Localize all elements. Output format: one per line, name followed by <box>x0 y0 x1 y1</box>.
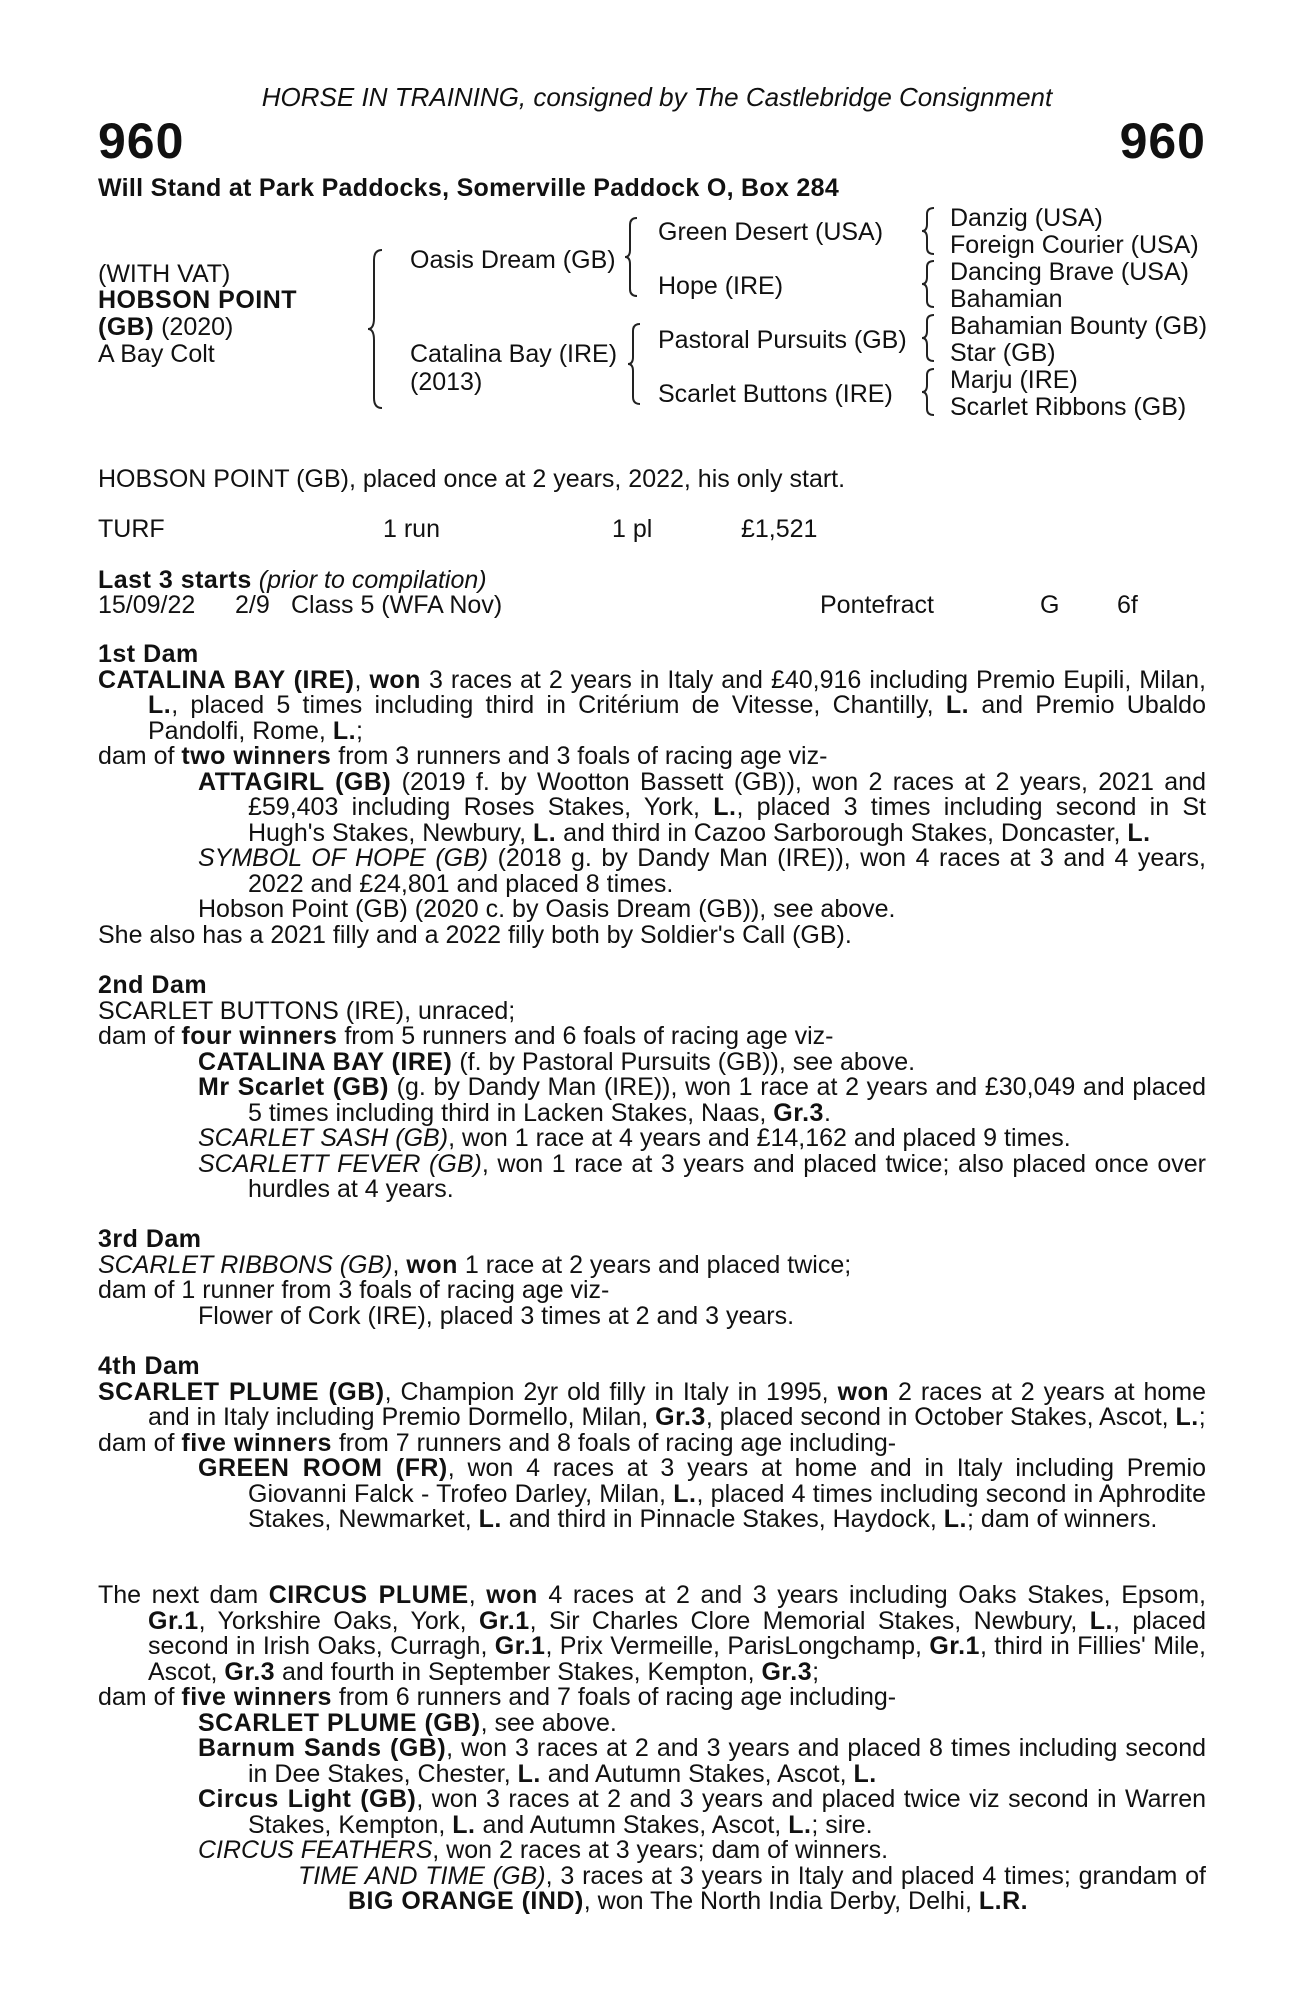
fourth-dam-produce-summary <box>98 1428 1206 1457</box>
next-dam-entry <box>98 1583 1206 1685</box>
first-dam-entry: CATALINA BAY (IRE), won 3 races at 2 years in Italy and £40,916 including Premio Eupili, Milan, L., placed 5 times including third in Critérium de Vitesse, Chantilly, L. and Premio Ubaldo Pandolfi, Rome, L.; <box>98 665 1206 745</box>
fourth-dam-entry <box>98 1377 1206 1431</box>
produce-entry <box>98 1787 1206 1838</box>
next-dam-text: 4 races at 2 and 3 years including Oaks Stakes, Epsom, <box>537 1581 1206 1609</box>
pedigree-g3-7: Marju (IRE) <box>950 366 1078 394</box>
horse-name: HOBSON POINT <box>98 286 298 314</box>
winners-count: five winners <box>181 1683 332 1711</box>
produce-text: , won The North India Derby, Delhi, <box>583 1887 979 1915</box>
produce-entry <box>98 767 1206 847</box>
pedigree-sire: Oasis Dream (GB) <box>410 246 616 274</box>
first-dam-text: , placed 5 times including third in Critérium de Vitesse, Chantilly, <box>171 691 946 719</box>
dam-of-text: from 7 runners and 8 foals of racing age including- <box>331 1428 897 1457</box>
pedigree-g3-8: Scarlet Ribbons (GB) <box>950 393 1187 421</box>
group-label: Gr.1 <box>148 1606 199 1635</box>
horse-origin <box>98 313 233 341</box>
first-dam-text: 3 races at 2 years in Italy and £40,916 including Premio Eupili, Milan, <box>420 665 1206 694</box>
listed-label: L. <box>452 1810 476 1839</box>
produce-entry <box>98 1861 1207 1915</box>
first-dam-text: and Premio Ubaldo Pandolfi, Rome, <box>148 691 1206 745</box>
next-dam-text: , placed second in Irish Oaks, Curragh, <box>148 1606 1206 1660</box>
horse-country: (GB) <box>98 313 155 341</box>
produce-text: ; dam of winners. <box>967 1505 1158 1533</box>
dam-of-text: from 5 runners and 6 foals of racing age viz- <box>337 1022 834 1050</box>
pedigree-g3-4: Bahamian <box>950 285 1063 313</box>
record-placed: 1 pl <box>612 515 653 543</box>
start-race: Class 5 (WFA Nov) <box>291 591 503 619</box>
won-label: won <box>837 1377 890 1406</box>
start-course: Pontefract <box>820 591 934 619</box>
next-dam-produce-summary <box>98 1685 1206 1711</box>
produce-text: , placed 4 times including second in Aphrodite Stakes, Newmarket, <box>248 1479 1207 1533</box>
produce-text: (g. by Dandy Man (IRE)), won 1 race at 2 years and £30,049 and placed 5 times including third in Lacken Stakes, Naas, <box>248 1073 1206 1127</box>
produce-name: SCARLETT FEVER (GB) <box>198 1149 482 1178</box>
produce-text: and third in Cazoo Sarborough Stakes, Doncaster, <box>556 818 1128 847</box>
listed-label: L. <box>1089 1606 1113 1635</box>
fourth-dam-text: , Champion 2yr old filly in Italy in 1995, <box>384 1377 838 1406</box>
dam-of-text: dam of <box>98 1022 182 1050</box>
pedigree-g3-6: Star (GB) <box>950 339 1056 367</box>
second-dam-produce-summary <box>98 1024 1206 1050</box>
listed-label: L. <box>517 1759 541 1788</box>
punctuation: ; <box>1198 1403 1206 1431</box>
group-label: Gr.1 <box>494 1632 546 1660</box>
produce-name: SCARLET SASH (GB) <box>198 1124 449 1152</box>
second-dam-heading: 2nd Dam <box>98 971 208 999</box>
next-dam-text: , Sir Charles Clore Memorial Stakes, Newbury, <box>529 1606 1090 1635</box>
produce-entry: Hobson Point (GB) (2020 c. by Oasis Dream (GB)), see above. <box>198 895 896 923</box>
group-label: Gr.3 <box>224 1657 276 1686</box>
produce-text: ; sire. <box>811 1810 873 1839</box>
produce-name: GREEN ROOM (FR) <box>198 1454 448 1482</box>
horse-year: (2020) <box>161 313 234 341</box>
pedigree-brace-g3-4 <box>922 367 938 417</box>
third-dam-name: SCARLET RIBBONS (GB) <box>98 1250 393 1279</box>
pedigree-brace-g3-3 <box>922 313 938 363</box>
fourth-dam-heading: 4th Dam <box>98 1352 201 1380</box>
next-dam-name: CIRCUS PLUME <box>268 1581 469 1609</box>
produce-entry <box>98 1736 1206 1787</box>
dam-of-text: dam of <box>98 1428 182 1457</box>
pedigree-dam-dam: Scarlet Buttons (IRE) <box>658 380 893 408</box>
winners-count: five winners <box>181 1428 332 1457</box>
fourth-dam-text: 2 races at 2 years at home and in Italy including Premio Dormello, Milan, <box>148 1377 1206 1431</box>
produce-entry <box>98 846 1206 897</box>
record-surface: TURF <box>98 515 165 543</box>
vat-note: (WITH VAT) <box>98 260 231 288</box>
second-dam-name: SCARLET BUTTONS (IRE), unraced; <box>98 996 516 1025</box>
produce-text: and Autumn Stakes, Ascot, <box>540 1759 854 1788</box>
last-starts-title: Last 3 starts <box>98 566 252 594</box>
stand-location: Will Stand at Park Paddocks, Somerville Paddock O, Box 284 <box>98 174 840 202</box>
horse-description: A Bay Colt <box>98 340 215 368</box>
start-distance: 6f <box>1117 591 1138 619</box>
next-dam-text: , Yorkshire Oaks, York, <box>198 1606 479 1635</box>
produce-text: , placed 3 times including second in St Hugh's Stakes, Newbury, <box>248 793 1206 847</box>
produce-text: , won 1 race at 4 years and £14,162 and placed 9 times. <box>448 1124 1071 1152</box>
start-date: 15/09/22 <box>98 591 196 619</box>
fourth-dam-text: , placed second in October Stakes, Ascot, <box>705 1403 1176 1431</box>
third-dam-produce-summary: dam of 1 runner from 3 foals of racing age viz- <box>98 1276 610 1304</box>
punctuation: , <box>392 1250 400 1279</box>
produce-entry <box>98 1149 1207 1203</box>
punctuation: . <box>823 1098 831 1127</box>
produce-entry <box>98 1126 1206 1152</box>
produce-text: , won 3 races at 2 and 3 years and placed 8 times including second in Dee Stakes, Chester, <box>248 1734 1206 1788</box>
listed-label: L. <box>1127 818 1151 847</box>
dam-of-text: dam of <box>98 742 182 770</box>
lot-number-right: 960 <box>1119 113 1206 169</box>
produce-text: and Autumn Stakes, Ascot, <box>475 1810 789 1839</box>
next-dam-text: and fourth in September Stakes, Kempton, <box>275 1657 762 1686</box>
produce-name: ATTAGIRL (GB) <box>198 767 392 796</box>
produce-text: , won 4 races at 3 years at home and in Italy including Premio Giovanni Falck - Trofeo Darley, Milan, <box>248 1454 1206 1508</box>
pedigree-dam-year: (2013) <box>410 368 483 396</box>
pedigree-sire-dam: Hope (IRE) <box>658 272 784 300</box>
group-label: Gr.3 <box>655 1403 706 1431</box>
third-dam-text: 1 race at 2 years and placed twice; <box>457 1250 852 1279</box>
next-dam-text: , Prix Vermeille, ParisLongchamp, <box>545 1632 930 1660</box>
pedigree-brace-g3-1 <box>922 206 938 256</box>
fourth-dam-section <box>98 1354 1206 1533</box>
listed-label: L. <box>478 1505 502 1533</box>
pedigree-sire-sire: Green Desert (USA) <box>658 218 884 246</box>
produce-entry <box>98 1456 1206 1533</box>
pedigree-dam-sire: Pastoral Pursuits (GB) <box>658 326 907 354</box>
third-dam-entry <box>98 1250 1206 1279</box>
won-label: won <box>486 1581 538 1609</box>
produce-text: , 3 races at 3 years in Italy and placed 4 times; grandam of <box>545 1861 1207 1890</box>
winners-count: two winners <box>181 742 332 770</box>
group-label: Gr.3 <box>761 1657 813 1686</box>
race-summary: HOBSON POINT (GB), placed once at 2 years, 2022, his only start. <box>98 465 846 493</box>
first-dam-produce-summary <box>98 744 1206 770</box>
pedigree-g3-2: Foreign Courier (USA) <box>950 231 1199 259</box>
produce-name: BIG ORANGE (IND) <box>348 1887 584 1915</box>
listed-label: L. <box>148 691 172 719</box>
start-position: 2/9 <box>235 591 270 619</box>
sale-title: HORSE IN TRAINING, consigned by The Castlebridge Consignment <box>261 82 1053 112</box>
produce-text: , won 3 races at 2 and 3 years and placed twice viz second in Warren Stakes, Kempton, <box>248 1785 1207 1839</box>
punctuation: ; <box>812 1657 820 1686</box>
listed-label: L. <box>332 716 357 745</box>
produce-entry: Flower of Cork (IRE), placed 3 times at 2 and 3 years. <box>198 1301 795 1330</box>
produce-text: , won 1 race at 3 years and placed twice; also placed once over hurdles at 4 years. <box>248 1149 1207 1203</box>
produce-name: SCARLET PLUME (GB) <box>198 1708 481 1737</box>
dam-of-text: dam of <box>98 1683 182 1711</box>
first-dam-heading: 1st Dam <box>98 640 199 668</box>
last-starts-heading <box>98 566 487 594</box>
first-dam-section <box>98 642 1206 948</box>
produce-name: Barnum Sands (GB) <box>198 1734 447 1762</box>
punctuation: ; <box>356 716 363 745</box>
produce-name: Circus Light (GB) <box>198 1785 417 1813</box>
record-runs: 1 run <box>383 515 440 543</box>
first-dam-name: CATALINA BAY (IRE) <box>98 665 355 694</box>
listed-label: L. <box>713 793 737 821</box>
produce-entry <box>98 1708 1206 1737</box>
produce-text: (2019 f. by Wootton Bassett (GB)), won 2 races at 2 years, 2021 and £59,403 including Roses Stakes, York, <box>248 767 1206 821</box>
pedigree-brace-dam <box>628 322 644 406</box>
produce-name: CATALINA BAY (IRE) <box>198 1047 453 1076</box>
listed-label: L. <box>533 818 557 847</box>
pedigree-brace-g3-2 <box>922 259 938 309</box>
dam-of-text: from 3 runners and 3 foals of racing age viz- <box>331 742 828 770</box>
second-dam-section <box>98 973 1206 1203</box>
listed-label: L. <box>673 1479 697 1508</box>
produce-text: (f. by Pastoral Pursuits (GB)), see above. <box>452 1047 916 1076</box>
winners-count: four winners <box>181 1022 338 1050</box>
produce-entry <box>98 1047 1206 1076</box>
group-label: Gr.1 <box>478 1606 530 1635</box>
group-label: Gr.3 <box>773 1098 824 1127</box>
third-dam-section <box>98 1227 1206 1329</box>
pedigree-brace-sire <box>625 216 641 298</box>
group-label: Gr.1 <box>929 1632 980 1660</box>
won-label: won <box>406 1250 458 1279</box>
listed-label: L. <box>945 691 970 719</box>
listed-label: L. <box>853 1759 877 1788</box>
produce-text: and third in Pinnacle Stakes, Haydock, <box>501 1505 944 1533</box>
punctuation: , <box>468 1581 487 1609</box>
fourth-dam-name: SCARLET PLUME (GB) <box>98 1377 385 1406</box>
listed-label: L. <box>788 1810 812 1839</box>
produce-text: , won 2 races at 3 years; dam of winners. <box>432 1836 889 1864</box>
dam-of-text: from 6 runners and 7 foals of racing age including- <box>331 1683 897 1711</box>
start-going: G <box>1040 591 1060 619</box>
first-dam-also: She also has a 2021 filly and a 2022 filly both by Soldier's Call (GB). <box>98 920 852 949</box>
produce-name: SYMBOL OF HOPE (GB) <box>198 844 489 872</box>
pedigree-g3-1: Danzig (USA) <box>950 204 1103 232</box>
won-label: won <box>369 665 421 694</box>
pedigree-brace-main <box>368 248 388 410</box>
produce-entry <box>98 1838 1206 1864</box>
listed-restricted-label: L.R. <box>978 1887 1029 1915</box>
third-dam-heading: 3rd Dam <box>98 1225 202 1253</box>
lot-number-left: 960 <box>98 113 185 169</box>
listed-label: L. <box>943 1505 967 1533</box>
pedigree-g3-3: Dancing Brave (USA) <box>950 258 1189 286</box>
next-dam-section <box>98 1583 1206 1915</box>
produce-entry <box>98 1075 1206 1126</box>
last-starts-note: (prior to compilation) <box>258 566 487 594</box>
produce-name: CIRCUS FEATHERS <box>198 1836 433 1864</box>
record-earnings: £1,521 <box>741 515 818 543</box>
next-dam-intro: The next dam <box>98 1581 269 1609</box>
produce-text: (2018 g. by Dandy Man (IRE)), won 4 races at 3 and 4 years, 2022 and £24,801 and placed 8 times. <box>248 844 1206 898</box>
listed-label: L. <box>1175 1403 1199 1431</box>
pedigree-dam: Catalina Bay (IRE) <box>410 340 618 368</box>
produce-text: , see above. <box>480 1708 617 1737</box>
next-dam-text: , third in Fillies' Mile, Ascot, <box>148 1632 1206 1686</box>
produce-name: Mr Scarlet (GB) <box>198 1073 389 1101</box>
produce-name: TIME AND TIME (GB) <box>298 1861 546 1890</box>
pedigree-g3-5: Bahamian Bounty (GB) <box>950 312 1208 340</box>
